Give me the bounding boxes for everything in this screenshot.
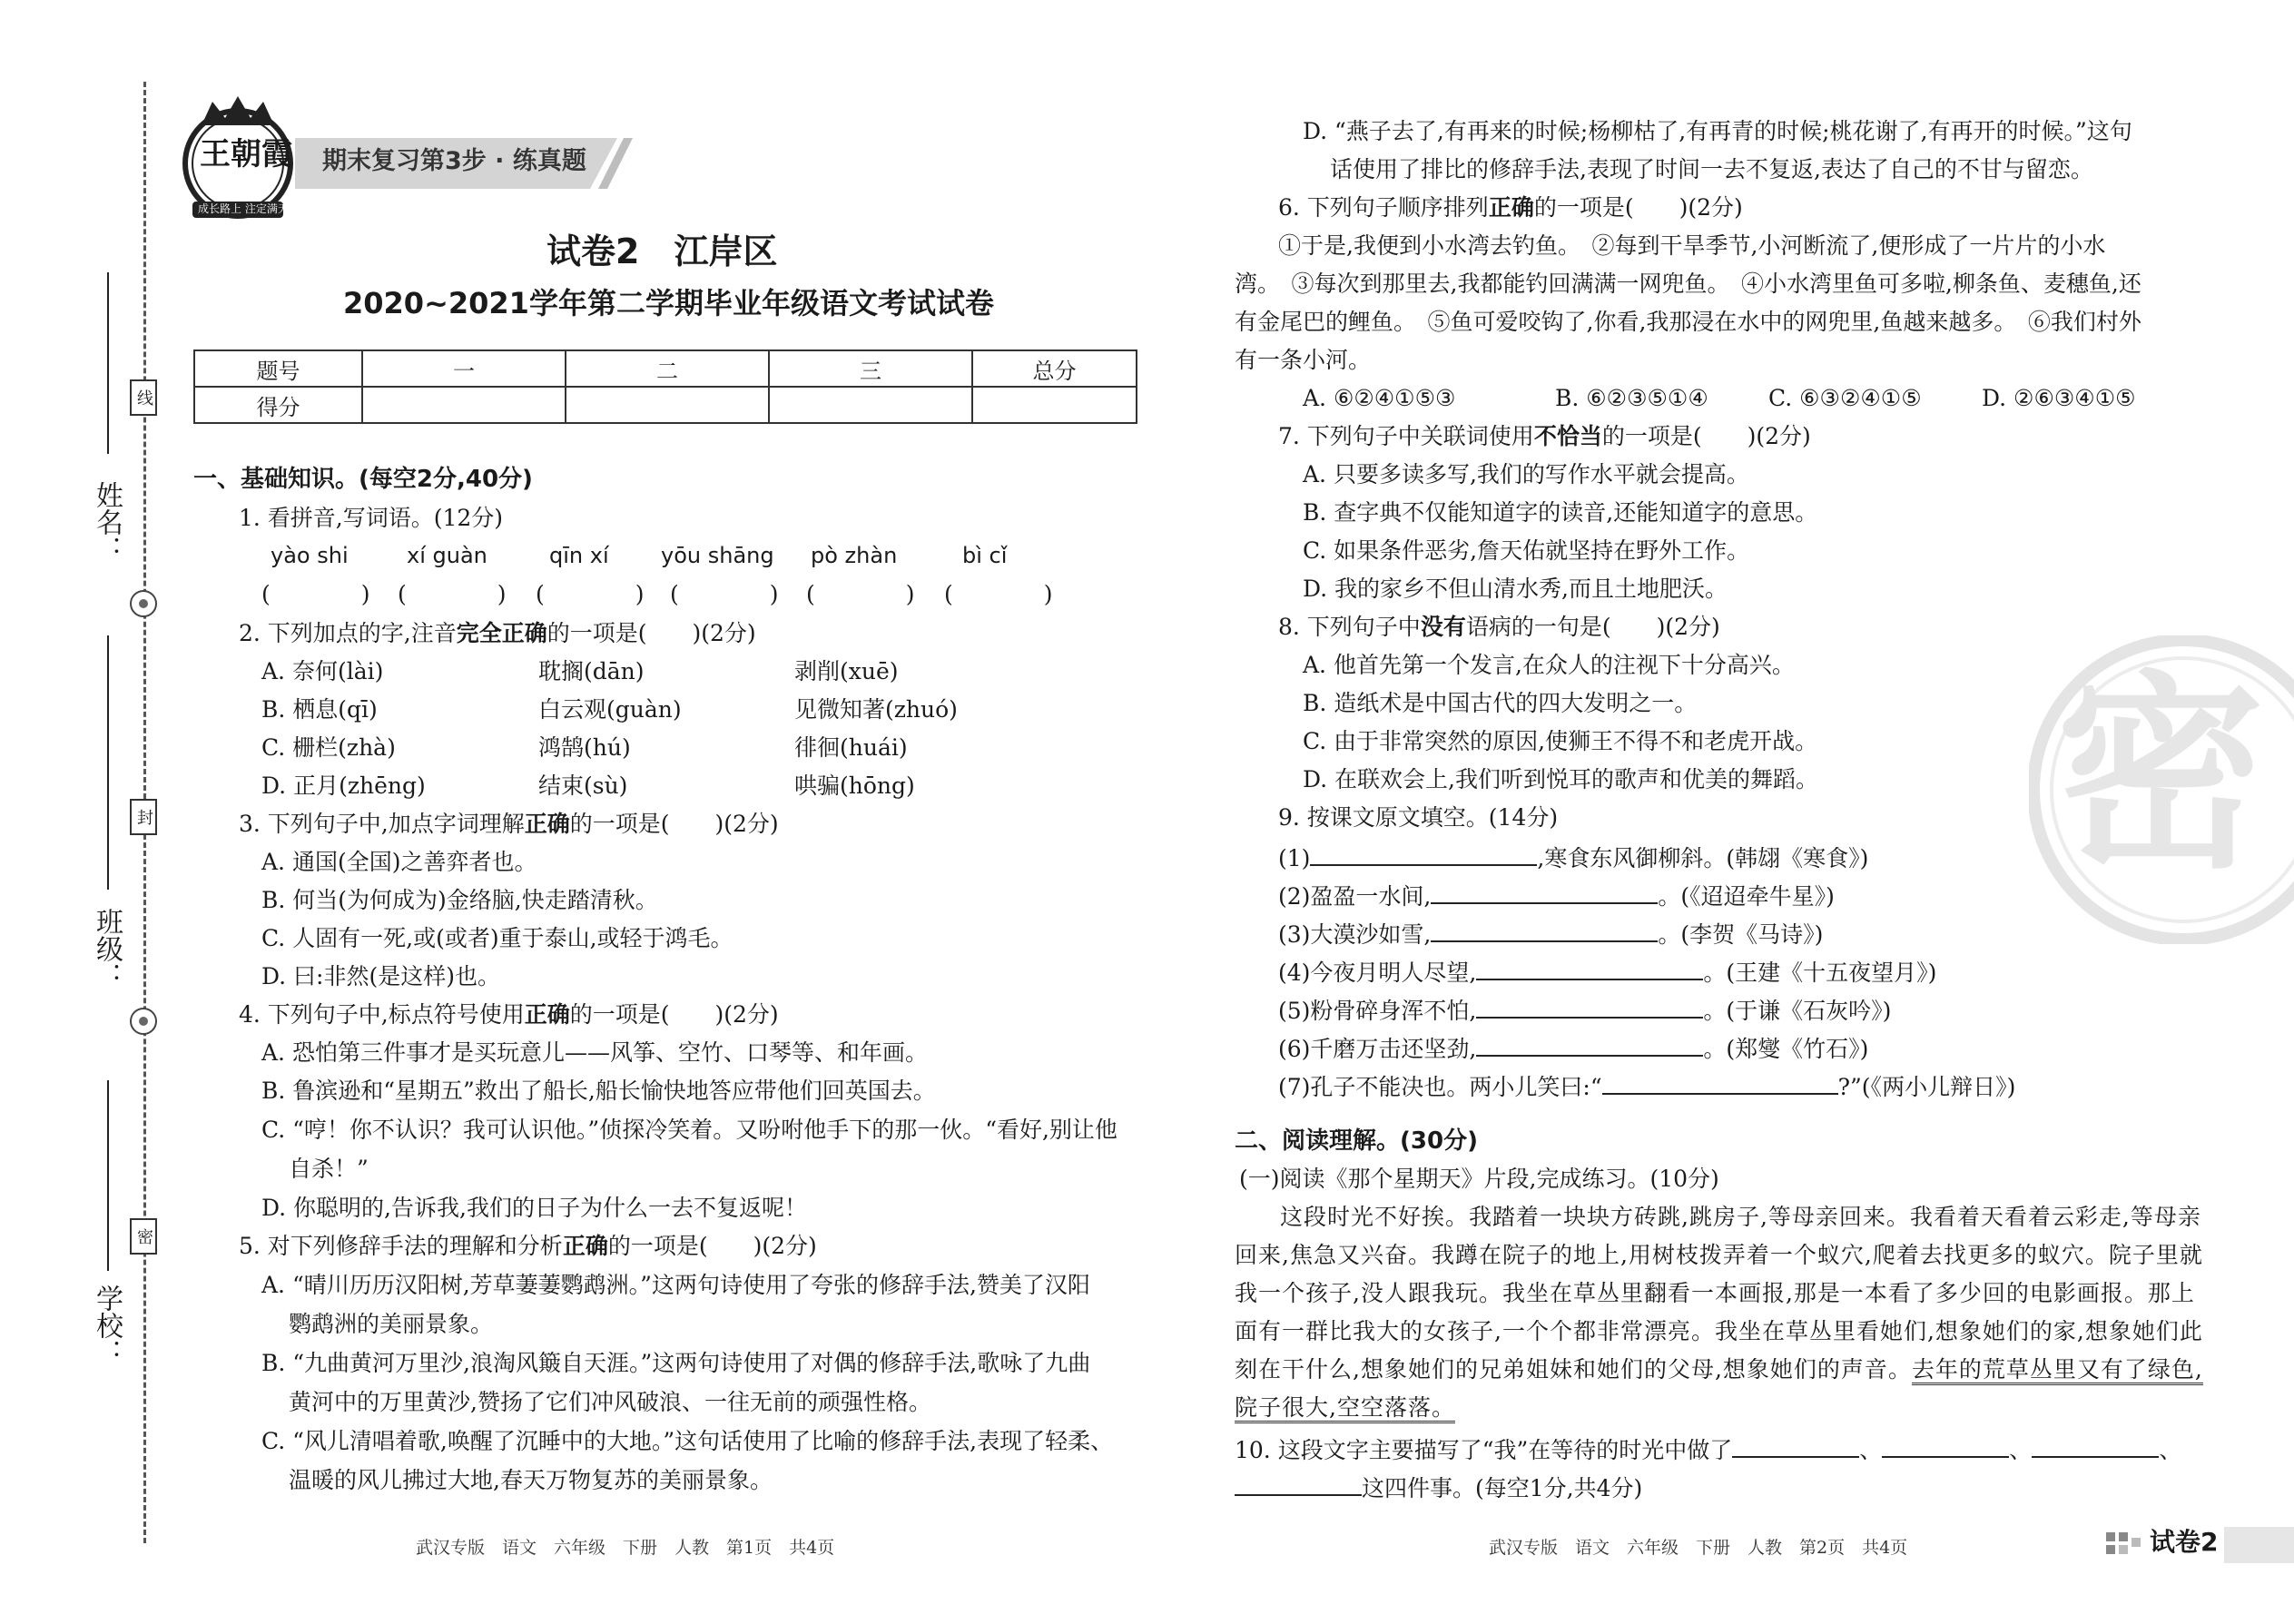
seal-char-feng: 封 — [130, 799, 157, 835]
q6-stem: 6. 下列句子顺序排列正确的一项是( )(2分) — [1278, 194, 1743, 221]
q3-stem: 3. 下列句子中,加点字词理解正确的一项是( )(2分) — [239, 811, 779, 837]
binding-hole-icon — [130, 1008, 157, 1035]
fill-blank[interactable] — [1602, 1071, 1838, 1095]
q4-option-d: D. 你聪明的,告诉我,我们的日子为什么一去不复返呢！ — [261, 1195, 807, 1221]
pinyin-4: yōu shāng — [661, 543, 774, 568]
q3-option-a: A. 通国(全国)之善弈者也。 — [261, 849, 537, 875]
q1-stem: 1. 看拼音,写词语。(12分) — [239, 505, 504, 531]
seal-char: 密 — [2056, 655, 2266, 897]
q2-option-c-3: 徘徊(huái) — [794, 734, 908, 761]
fill-blank[interactable] — [1476, 995, 1703, 1019]
q2-option-d-3: 哄骗(hōng) — [794, 773, 915, 799]
q2-option-d: D. 正月(zhēng) — [261, 773, 426, 799]
q6-line-4: 有一条小河。 — [1235, 347, 1372, 373]
fill-blank[interactable] — [1431, 919, 1658, 942]
section-2-heading: 二、阅读理解。(30分) — [1235, 1127, 1478, 1155]
pinyin-5: pò zhàn — [811, 543, 898, 568]
logo-motto: 成长路上 注定满天 — [198, 202, 289, 215]
q9-item-2: (2)盈盈一水间, 。(《迢迢牵牛星》) — [1278, 881, 1835, 910]
passage-line-6 — [1235, 1394, 1455, 1422]
fill-blank[interactable] — [1310, 842, 1537, 866]
pinyin-6: bì cǐ — [962, 543, 1008, 568]
q4-stem: 4. 下列句子中,标点符号使用正确的一项是( )(2分) — [239, 1001, 779, 1028]
q2-option-b-3: 见微知著(zhuó) — [794, 696, 958, 723]
q7-stem: 7. 下列句子中关联词使用不恰当的一项是( )(2分) — [1278, 423, 1811, 449]
q2-option-b-2: 白云观(guàn) — [538, 696, 682, 723]
passage-line-3: 我一个孩子,没人跟我玩。我坐在草丛里翻看一本画报,那是一本看了多少回的电影画报。那上 — [1235, 1280, 2195, 1306]
q7-option-a: A. 只要多读多写,我们的写作水平就会提高。 — [1303, 461, 1749, 487]
score-row-label: 得分 — [194, 387, 362, 423]
school-field[interactable] — [107, 1080, 109, 1271]
q9-item-3: (3)大漠沙如雪, 。(李贺《马诗》) — [1278, 919, 1823, 949]
answer-blank[interactable]: ( ) — [944, 581, 1053, 607]
q6-line-1: ①于是,我便到小水湾去钓鱼。 ②每到干旱季节,小河断流了,便形成了一片片的小水 — [1278, 232, 2106, 259]
passage-line-5: 刻在干什么,想象她们的兄弟姐妹和她们的父母,想象她们的声音。去年的荒草丛里又有了绿色, — [1235, 1356, 2203, 1383]
brand-logo — [172, 91, 304, 222]
seal-char-mi: 密 — [130, 1218, 157, 1255]
name-label: 姓名： — [91, 481, 123, 563]
score-header-row — [194, 350, 1137, 387]
pinyin-1: yào shi — [271, 543, 349, 568]
passage-line-2: 回来,焦急又兴奋。我蹲在院子的地上,用树枝拨弄着一个蚁穴,爬着去找更多的蚁穴。院子里就 — [1235, 1242, 2203, 1268]
q7-option-d: D. 我的家乡不但山清水秀,而且土地肥沃。 — [1303, 576, 1728, 602]
q4-option-c-cont: 自杀！” — [289, 1156, 369, 1182]
seal-char-xian: 线 — [130, 379, 157, 416]
class-label: 班级： — [91, 908, 123, 989]
banner — [295, 138, 640, 189]
q6-line-2: 湾。 ③每次到那里去,我都能钓回满满一网兜鱼。 ④小水湾里鱼可多啦,柳条鱼、麦穗鱼,还 — [1235, 271, 2141, 297]
q6-line-3: 有金尾巴的鲤鱼。 ⑤鱼可爱咬钩了,你看,我那浸在水中的网兜里,鱼越来越多。 ⑥我们村外 — [1235, 309, 2141, 335]
answer-blank[interactable]: ( ) — [261, 581, 370, 607]
q5-option-c: C. “风儿清唱着歌,唤醒了沉睡中的大地。”这句话使用了比喻的修辞手法,表现了轻柔、 — [261, 1428, 1114, 1454]
q2-option-a-3: 剥削(xuē) — [794, 658, 899, 684]
banner-text: 期末复习第3步 · 练真题 — [322, 147, 586, 175]
q2-stem: 2. 下列加点的字,注音完全正确的一项是( )(2分) — [239, 620, 756, 646]
binding-hole-icon — [130, 590, 157, 617]
fill-blank[interactable] — [1732, 1434, 1859, 1458]
right-page-footer: 武汉专版 语文 六年级 下册 人教 第2页 共4页 — [1489, 1538, 1908, 1558]
q2-option-b: B. 栖息(qī) — [261, 696, 378, 723]
fill-blank[interactable] — [1431, 881, 1658, 904]
reading-intro: (一)阅读《那个星期天》片段,完成练习。(10分) — [1239, 1166, 1719, 1192]
logo-text: 王朝霞 — [200, 136, 292, 172]
score-cell[interactable] — [972, 387, 1137, 423]
secret-seal-watermark — [2029, 635, 2294, 944]
q5-option-d-cont: 话使用了排比的修辞手法,表现了时间一去不复返,表达了自己的不甘与留恋。 — [1330, 156, 2093, 182]
answer-blank[interactable]: ( ) — [536, 581, 645, 607]
q4-option-b: B. 鲁滨逊和“星期五”救出了船长,船长愉快地答应带他们回英国去。 — [261, 1078, 936, 1104]
section-1-heading: 一、基础知识。(每空2分,40分) — [193, 466, 533, 493]
q2-option-a: A. 奈何(lài) — [261, 658, 384, 684]
q6-option-d: D. ②⑥③④①⑤ — [1982, 385, 2136, 411]
answer-blank[interactable]: ( ) — [398, 581, 507, 607]
q6-option-c: C. ⑥③②④①⑤ — [1768, 385, 1922, 411]
q7-option-c: C. 如果条件恶劣,詹天佑就坚持在野外工作。 — [1303, 537, 1750, 564]
q4-option-c: C. “哼！你不认识？我可认识他。”侦探冷笑着。又吩咐他手下的那一伙。“看好,别让他 — [261, 1117, 1117, 1143]
score-row — [194, 387, 1137, 423]
q7-option-b: B. 查字典不仅能知道字的读音,还能知道字的意思。 — [1303, 499, 1818, 526]
answer-blank[interactable]: ( ) — [670, 581, 779, 607]
q2-option-d-2: 结束(sù) — [538, 773, 628, 799]
q10-stem-cont: 这四件事。(每空1分,共4分) — [1235, 1472, 1642, 1502]
q2-option-a-2: 耽搁(dān) — [538, 658, 645, 684]
q5-stem: 5. 对下列修辞手法的理解和分析正确的一项是( )(2分) — [239, 1233, 817, 1259]
q6-option-a: A. ⑥②④①⑤③ — [1303, 385, 1456, 411]
q5-option-b: B. “九曲黄河万里沙,浪淘风簸自天涯。”这两句诗使用了对偶的修辞手法,歌咏了九曲 — [261, 1350, 1091, 1376]
q8-option-b: B. 造纸术是中国古代的四大发明之一。 — [1303, 690, 1698, 716]
passage-line-1: 这段时光不好挨。我踏着一块块方砖跳,跳房子,等母亲回来。我看着天看着云彩走,等母亲 — [1280, 1204, 2201, 1230]
score-header-cell: 题号 — [194, 350, 362, 387]
fill-blank[interactable] — [1476, 957, 1703, 980]
q6-option-b: B. ⑥②③⑤①④ — [1555, 385, 1708, 411]
q9-item-1: (1) ,寒食东风御柳斜。(韩翃《寒食》) — [1278, 842, 1868, 872]
score-cell[interactable] — [362, 387, 566, 423]
fill-blank[interactable] — [1476, 1033, 1703, 1057]
score-cell[interactable] — [769, 387, 972, 423]
score-cell[interactable] — [566, 387, 769, 423]
score-header-cell: 二 — [566, 350, 769, 387]
q3-option-d: D. 曰:非然(是这样)也。 — [261, 963, 500, 989]
q2-option-c-2: 鸿鹄(hú) — [538, 734, 631, 761]
passage-line-4: 面有一群比我大的女孩子,一个个都非常漂亮。我坐在草丛里看她们,想象她们的家,想象她们此 — [1235, 1318, 2203, 1344]
left-page-footer: 武汉专版 语文 六年级 下册 人教 第1页 共4页 — [416, 1538, 835, 1558]
exam-subtitle: 2020~2021学年第二学期毕业年级语文考试试卷 — [343, 286, 994, 320]
q9-item-4: (4)今夜月明人尽望, 。(王建《十五夜望月》) — [1278, 957, 1936, 987]
name-field[interactable] — [107, 272, 109, 454]
underlined-sentence: 院子很大,空空落落。 — [1235, 1394, 1455, 1423]
q8-option-a: A. 他首先第一个发言,在众人的注视下十分高兴。 — [1303, 652, 1795, 678]
q2-option-c: C. 栅栏(zhà) — [261, 734, 396, 761]
pinyin-2: xí guàn — [407, 543, 487, 568]
school-label: 学校： — [91, 1284, 123, 1366]
score-header-cell: 三 — [769, 350, 972, 387]
q8-option-d: D. 在联欢会上,我们听到悦耳的歌声和优美的舞蹈。 — [1303, 766, 1818, 792]
fill-blank[interactable] — [2032, 1434, 2159, 1458]
answer-blank[interactable]: ( ) — [806, 581, 915, 607]
q9-stem: 9. 按课文原文填空。(14分) — [1278, 804, 1559, 831]
q5-option-c-cont: 温暖的风儿拂过大地,春天万物复苏的美丽景象。 — [289, 1467, 773, 1493]
score-header-cell: 一 — [362, 350, 566, 387]
pinyin-3: qīn xí — [549, 543, 609, 568]
q4-option-a: A. 恐怕第三件事才是买玩意儿——风筝、空竹、口琴等、和年画。 — [261, 1039, 928, 1066]
q5-option-b-cont: 黄河中的万里黄沙,赞扬了它们冲风破浪、一往无前的顽强性格。 — [289, 1389, 931, 1415]
class-field[interactable] — [107, 635, 109, 890]
fill-blank[interactable] — [1235, 1472, 1362, 1496]
q9-item-7: (7)孔子不能决也。两小儿笑曰:“ ?”(《两小儿辩日》) — [1278, 1071, 2015, 1101]
exam-title: 试卷2 江岸区 — [546, 231, 778, 271]
q8-option-c: C. 由于非常突然的原因,使狮王不得不和老虎开战。 — [1303, 728, 1818, 754]
q9-item-5: (5)粉骨碎身浑不怕, 。(于谦《石灰吟》) — [1278, 995, 1891, 1025]
q8-stem: 8. 下列句子中没有语病的一句是( )(2分) — [1278, 614, 1720, 640]
score-header-cell: 总分 — [972, 350, 1137, 387]
q9-item-6: (6)千磨万击还坚劲, 。(郑燮《竹石》) — [1278, 1033, 1868, 1063]
page-tab-label: 试卷2 — [2150, 1527, 2219, 1557]
q3-option-b: B. 何当(为何成为)金络脑,快走踏清秋。 — [261, 887, 658, 913]
q3-option-c: C. 人固有一死,或(或者)重于泰山,或轻于鸿毛。 — [261, 925, 733, 951]
page-tab — [2106, 1527, 2294, 1563]
q10-stem: 10. 这段文字主要描写了“我”在等待的时光中做了 、 、 、 — [1235, 1434, 2181, 1464]
underlined-sentence: 去年的荒草丛里又有了绿色, — [1912, 1356, 2203, 1385]
q5-option-a-cont: 鹦鹉洲的美丽景象。 — [289, 1311, 494, 1337]
fill-blank[interactable] — [1882, 1434, 2009, 1458]
q5-option-a: A. “晴川历历汉阳树,芳草萋萋鹦鹉洲。”这两句诗使用了夸张的修辞手法,赞美了汉阳 — [261, 1272, 1090, 1298]
q5-option-d: D. “燕子去了,有再来的时候;杨柳枯了,有再青的时候;桃花谢了,有再开的时候。”这句 — [1303, 118, 2132, 144]
score-table — [193, 349, 1137, 424]
